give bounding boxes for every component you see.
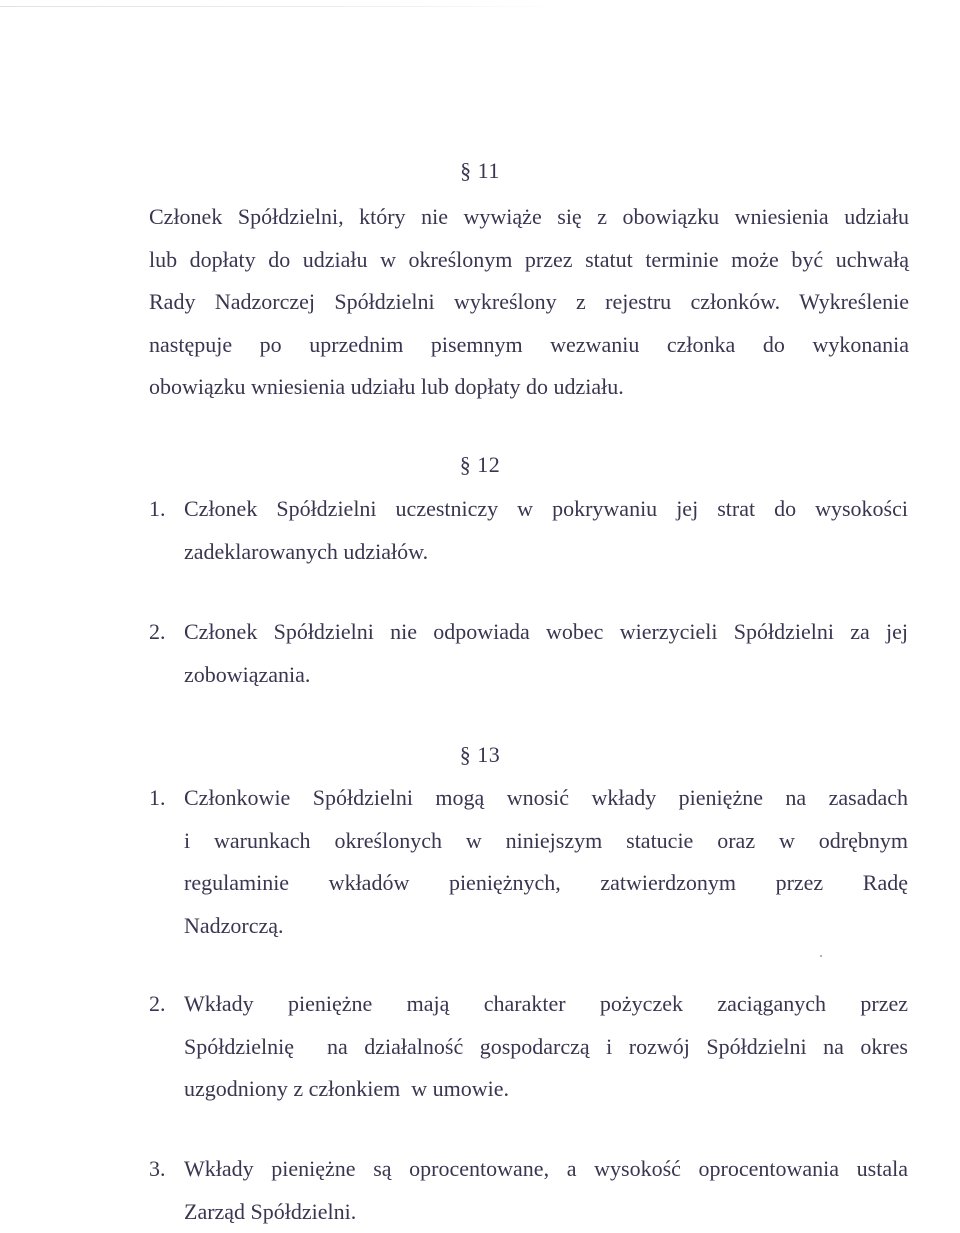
section-heading-11: § 11 [0,158,960,184]
item-line: zadeklarowanych udziałów. [184,531,908,574]
paragraph-line: Członek Spółdzielni, który nie wywiąże się z obowiązku wniesienia udziału [149,196,909,239]
item-line: zobowiązania. [184,654,908,697]
paragraph-line: następuje po uprzednim pisemnym wezwaniu członka do wykonania [149,324,909,367]
item-body [184,777,908,947]
item-line: Spółdzielnię na działalność gospodarczą i rozwój Spółdzielni na okres [184,1026,908,1069]
scan-edge-line [0,6,560,7]
item-number: 2. [149,611,183,654]
section-heading-13: § 13 [0,742,960,768]
paragraph-line: obowiązku wniesienia udziału lub dopłaty do udziału. [149,366,909,409]
item-line: Członek Spółdzielni nie odpowiada wobec wierzycieli Spółdzielni za jej [184,611,908,654]
paragraph-line: Rady Nadzorczej Spółdzielni wykreślony z rejestru członków. Wykreślenie [149,281,909,324]
item-number: 2. [149,983,183,1026]
item-line: Zarząd Spółdzielni. [184,1191,908,1233]
item-line: Wkłady pieniężne są oprocentowane, a wysokość oprocentowania ustala [184,1148,908,1191]
item-body [184,488,908,573]
section-11-paragraph [149,196,909,409]
item-body [184,611,908,696]
item-line: Członek Spółdzielni uczestniczy w pokrywaniu jej strat do wysokości [184,488,908,531]
item-number: 1. [149,777,183,820]
item-line: uzgodniony z członkiem w umowie. [184,1068,908,1111]
item-number: 1. [149,488,183,531]
paragraph-line: lub dopłaty do udziału w określonym przez statut terminie może być uchwałą [149,239,909,282]
item-body [184,1148,908,1233]
section-heading-12: § 12 [0,452,960,478]
item-number: 3. [149,1148,183,1191]
item-body [184,983,908,1111]
item-line: Nadzorczą. [184,905,908,948]
item-line: Członkowie Spółdzielni mogą wnosić wkłady pieniężne na zasadach [184,777,908,820]
item-line: i warunkach określonych w niniejszym statucie oraz w odrębnym [184,820,908,863]
scan-speck [820,955,822,957]
item-line: regulaminie wkładów pieniężnych, zatwierdzonym przez Radę [184,862,908,905]
item-line: Wkłady pieniężne mają charakter pożyczek zaciąganych przez [184,983,908,1026]
